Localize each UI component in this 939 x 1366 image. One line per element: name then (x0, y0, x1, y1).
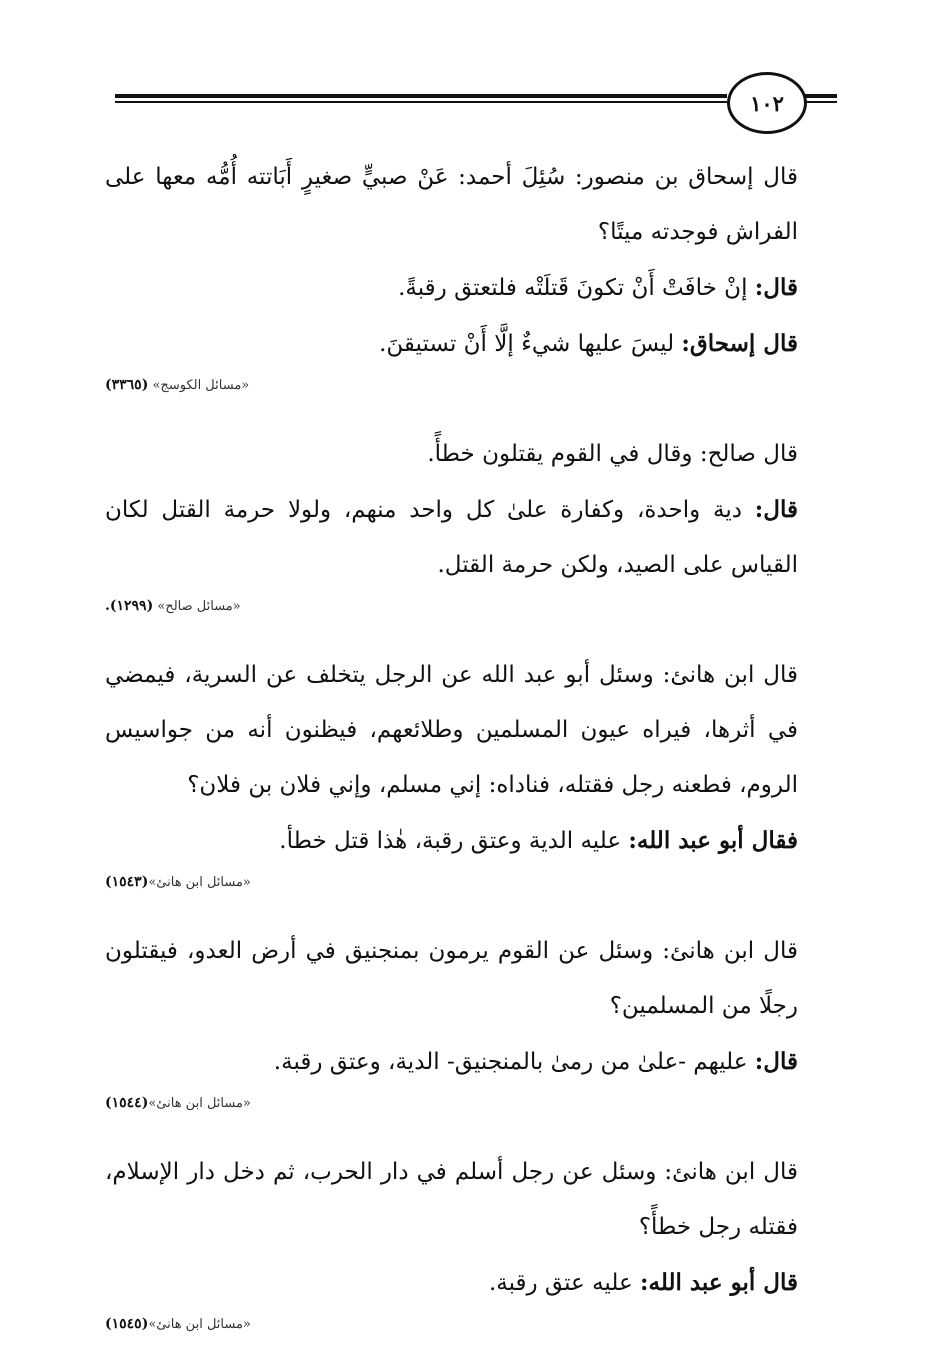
entry-2 (105, 427, 840, 618)
answer-text: عليه عتق رقبة. (488, 1270, 641, 1296)
source-number: (٣٣٦٥) (105, 377, 149, 393)
answer-line (105, 813, 840, 869)
source-title: «مسائل صالح» (157, 599, 241, 614)
source-title: «مسائل الكوسج» (152, 378, 250, 393)
question-text: قال إسحاق بن منصور: سُئِلَ أحمد: عَنْ صبيٍّ صغيرٍ أَبَاتته أُمُّه معها على الفراش فوجدته ميتًا؟ (105, 164, 798, 245)
page-header (0, 0, 939, 150)
speaker-label: قال أبو عبد الله: (640, 1269, 798, 1296)
header-rule-thin (115, 101, 727, 103)
entry-3 (105, 648, 840, 894)
answer-text: دية واحدة، وكفارة علىٰ كل واحد منهم، ولولا حرمة القتل لكان القياس على الصيد، ولكن حرمة القتل. (105, 497, 798, 578)
source-number: (١٥٤٥) (105, 1316, 149, 1332)
entry-5 (105, 1145, 840, 1336)
source-citation (105, 1313, 840, 1336)
source-citation (105, 374, 840, 397)
source-title: «مسائل ابن هانئ» (148, 1317, 251, 1332)
speaker-label: فقال أبو عبد الله: (628, 827, 798, 854)
answer-line (105, 260, 840, 316)
page-number: ١٠٢ (727, 72, 807, 134)
answer-line (105, 316, 840, 372)
source-number: (١٥٤٤) (105, 1095, 149, 1111)
answer-text: عليه الدية وعتق رقبة، هٰذا قتل خطأ. (279, 828, 629, 854)
answer-line (105, 482, 840, 593)
source-citation (105, 871, 840, 894)
speaker-label: قال: (754, 496, 798, 523)
question-text: قال ابن هانئ: وسئل عن رجل أسلم في دار الحرب، ثم دخل دار الإسلام، فقتله رجل خطأً؟ (105, 1159, 798, 1240)
question-text: قال صالح: وقال في القوم يقتلون خطأً. (427, 441, 798, 467)
answer-text: ليسَ عليها شيءٌ إلَّا أَنْ تستيقنَ. (379, 331, 682, 357)
header-rule-right (805, 94, 837, 98)
source-number: (١٥٤٣) (105, 874, 149, 890)
entry-4 (105, 924, 840, 1115)
answer-line (105, 1034, 840, 1090)
question-text: قال ابن هانئ: وسئل عن القوم يرمون بمنجنيق في أرض العدو، فيقتلون رجلًا من المسلمين؟ (105, 938, 798, 1019)
header-rule-right-thin (805, 101, 837, 103)
answer-text: إنْ خافَتْ أَنْ تكونَ قَتلَتْه فلتعتق رقبةً. (398, 275, 755, 301)
source-citation (105, 1092, 840, 1115)
source-number: (١٢٩٩). (105, 598, 154, 614)
answer-line (105, 1255, 840, 1311)
source-citation (105, 595, 840, 618)
speaker-label: قال: (754, 1048, 798, 1075)
answer-text: عليهم -علىٰ من رمىٰ بالمنجنيق- الدية، وعتق رقبة. (273, 1049, 755, 1075)
source-title: «مسائل ابن هانئ» (148, 1096, 251, 1111)
source-title: «مسائل ابن هانئ» (148, 875, 251, 890)
header-rule (115, 94, 727, 98)
speaker-label: قال: (754, 274, 798, 301)
entry-1 (105, 150, 840, 397)
question-text: قال ابن هانئ: وسئل أبو عبد الله عن الرجل يتخلف عن السرية، فيمضي في أثرها، فيراه عيون المسلمين وطلائعهم، فيظنون أنه من جواسيس الروم، فطعنه رجل فقتله، فناداه: إني مسلم، وإني فلان بن فلان؟ (105, 662, 798, 798)
page-body (105, 150, 840, 1366)
speaker-label: قال إسحاق: (681, 330, 798, 357)
